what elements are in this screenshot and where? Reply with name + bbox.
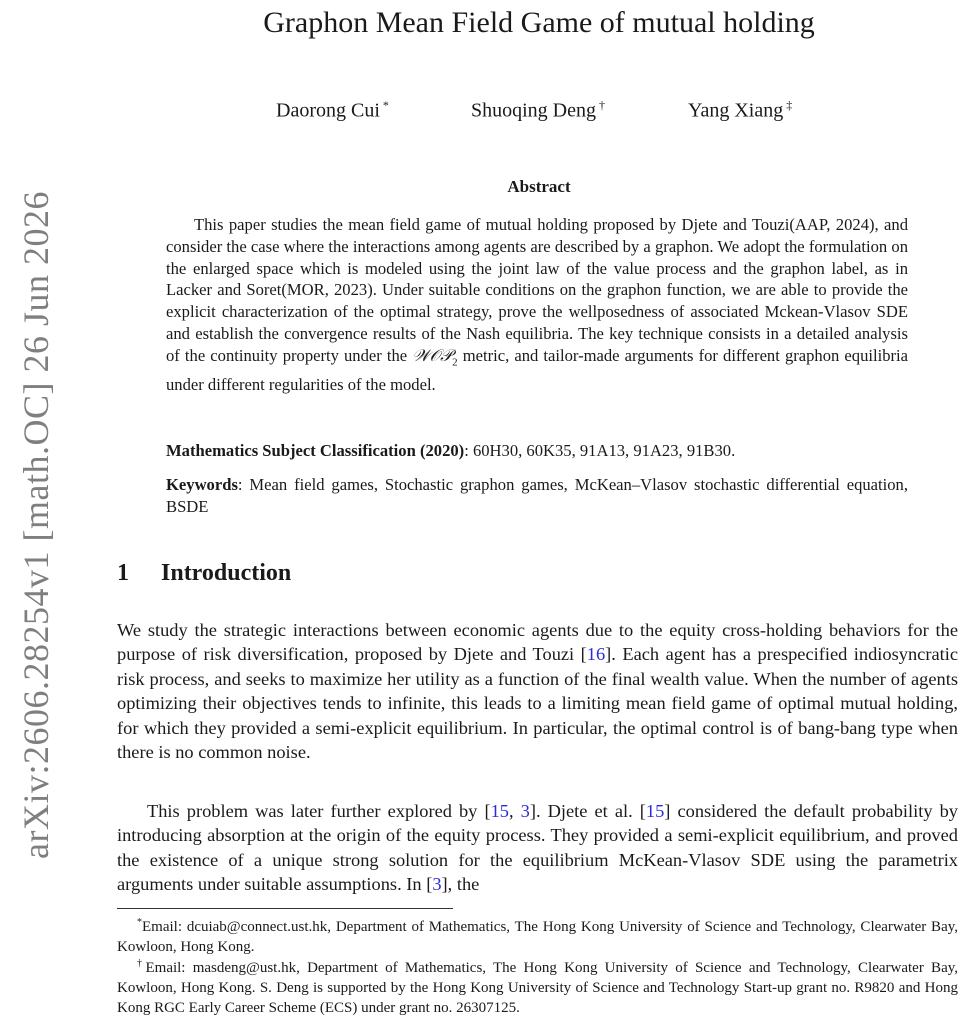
footnote-mark: ‡ (786, 98, 793, 112)
msc-line (166, 441, 908, 461)
author-2 (471, 98, 605, 123)
footnote-mark: * (382, 98, 389, 112)
text-run: ]. Djete et al. [ (529, 801, 646, 821)
arxiv-stamp (0, 0, 70, 1000)
intro-paragraph-1 (117, 618, 958, 764)
footnote-2 (117, 954, 958, 1018)
citation-link[interactable]: 3 (520, 801, 530, 821)
msc-label: Mathematics Subject Classification (2020) (166, 441, 465, 460)
paper-title: Graphon Mean Field Game of mutual holding (263, 6, 815, 39)
footnote-1 (117, 913, 958, 957)
author-3 (688, 98, 792, 123)
keywords-text: : Mean field games, Stochastic graphon games, McKean–Vlasov stochastic differential equation, BSDE (166, 475, 908, 516)
footnote-text: Email: dcuiab@connect.ust.hk, Department of Mathematics, The Hong Kong University of Science and Technology, Clearwater Bay, Kowloon, Hong Kong. (117, 919, 958, 955)
keywords-label: Keywords (166, 475, 238, 494)
author-name: Shuoqing Deng (471, 99, 596, 122)
text-run: ], the (441, 874, 480, 895)
footnote-mark: * (137, 917, 142, 928)
footnote-divider (117, 908, 453, 909)
abstract-part: metric, and tailor-made arguments for different graphon equilibria under different regularities of the model. (166, 345, 909, 394)
text-run: This problem was later further explored by [ (147, 801, 491, 821)
abstract-part: This paper studies the mean field game of mutual holding proposed by Djete and Touzi(AAP, 2024), and consider the case where the interactions among agents are described by a graphon. We adopt the formulation on the enlarged space which is modeled using the joint law of the value process and the graphon label, as in Lacker and Soret(MOR, 2023). Under suitable conditions on the graphon function, we are able to provide the explicit characterization of the optimal strategy, prove the wellposedness of associated Mckean-Vlasov SDE and establish the convergence results of the Nash equilibria. The key technique consists in a detailed analysis of the continuity property under the (166, 215, 908, 365)
citation-link[interactable]: 15 (645, 801, 665, 821)
intro-paragraph-2 (117, 799, 958, 897)
metric-subscript: 2 (452, 356, 458, 369)
arxiv-identifier: arXiv:2606.28254v1 [math.OC] 26 Jun 2026 (16, 191, 56, 859)
footnote-mark: † (137, 958, 146, 969)
footnote-text: Email: masdeng@ust.hk, Department of Mathematics, The Hong Kong University of Science and Technology, Clearwater Bay, Kowloon, Hong Kong. S. Deng is supported by the Hong Kong University of Science and Technology Start-up grant no. R9820 and Hong Kong RGC Early Career Scheme (ECS) under grant no. 26307125. (117, 960, 958, 1016)
section-heading (117, 560, 291, 587)
text-run: We study the strategic interactions between economic agents due to the equity cross-holding behaviors for the purpose of risk diversification, proposed by Djete and Touzi [ (117, 620, 958, 665)
section-title: Introduction (161, 560, 292, 586)
text-run: ]. Each agent has a prespecified indiosyncratic risk process, and seeks to maximize her utility as a function of the final wealth value. When the number of agents optimizing their objectives tends to infinite, this leads to a limiting mean field game of optimal mutual holding, for which they provided a semi-explicit equilibrium. In particular, the optimal control is of bang-bang type when there is no common noise. (117, 644, 958, 763)
citation-link[interactable]: 16 (586, 644, 606, 665)
msc-codes: : 60H30, 60K35, 91A13, 91A23, 91B30. (464, 441, 736, 460)
author-name: Yang Xiang (688, 99, 784, 122)
abstract-heading: Abstract (507, 177, 571, 196)
author-name: Daorong Cui (276, 99, 380, 122)
section-number: 1 (117, 560, 129, 586)
keywords-line (166, 474, 908, 518)
abstract-text (166, 214, 908, 396)
author-1 (276, 98, 389, 123)
metric-symbol: 𝒲𝒪𝒫 (412, 345, 453, 365)
citation-link[interactable]: 3 (432, 874, 442, 895)
text-run: , (508, 801, 521, 821)
text-run: ] considered the default probability by introducing absorption at the origin of the equity process. They provided a semi-explicit equilibrium, and proved the existence of a unique strong solution for the equilibrium McKean-Vlasov SDE using the parametrix arguments under suitable assumptions. In [ (117, 801, 958, 895)
footnote-mark: † (599, 98, 605, 112)
citation-link[interactable]: 15 (490, 801, 509, 821)
